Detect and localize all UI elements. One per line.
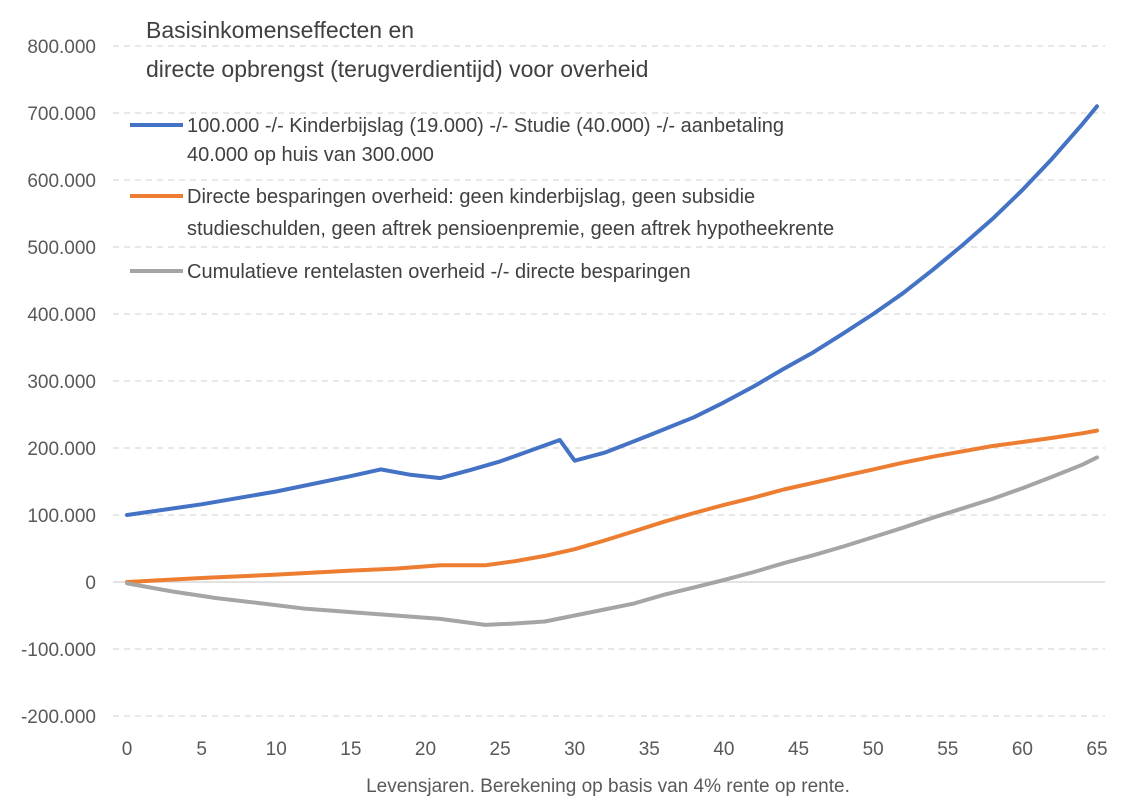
chart-title-line-2: directe opbrengst (terugverdientijd) voor overheid: [146, 56, 649, 82]
series-line-2: [127, 431, 1097, 582]
legend-label-series-2-line-1: Directe besparingen overheid: geen kinderbijslag, geen subsidie: [187, 186, 756, 208]
x-tick-label: 55: [937, 739, 959, 760]
y-tick-label: -100.000: [20, 640, 96, 661]
y-tick-label: 300.000: [27, 372, 96, 393]
y-tick-label: 800.000: [27, 37, 96, 58]
x-tick-label: 15: [340, 739, 362, 760]
x-tick-label: 45: [787, 739, 810, 760]
y-tick-label: -200.000: [20, 707, 96, 728]
chart-title-line-1: Basisinkomenseffecten en: [146, 17, 415, 43]
x-tick-label: 35: [638, 739, 660, 760]
y-axis-tick-labels: [21, 37, 96, 728]
y-tick-label: 700.000: [27, 104, 96, 125]
x-axis-tick-labels: [122, 739, 1108, 760]
legend-label-series-1-line-2: 40.000 op huis van 300.000: [187, 144, 434, 166]
y-tick-label: 500.000: [27, 238, 96, 259]
legend-label-series-1-line-1: 100.000 -/- Kinderbijslag (19.000) -/- Studie (40.000) -/- aanbetaling: [187, 115, 785, 137]
x-tick-label: 5: [196, 739, 207, 760]
y-tick-label: 0: [85, 573, 96, 594]
x-tick-label: 25: [489, 739, 511, 760]
x-tick-label: 30: [564, 739, 586, 760]
x-tick-label: 20: [414, 739, 437, 760]
x-tick-label: 60: [1011, 739, 1033, 760]
y-tick-label: 600.000: [27, 171, 96, 192]
x-tick-label: 0: [121, 739, 133, 760]
y-tick-label: 100.000: [27, 506, 96, 527]
chart-title: [146, 17, 648, 82]
legend: [130, 115, 834, 283]
x-tick-label: 50: [862, 739, 884, 760]
y-tick-label: 200.000: [27, 439, 96, 460]
series-line-3: [127, 457, 1097, 625]
x-tick-label: 40: [713, 739, 735, 760]
series-lines: [127, 106, 1097, 625]
x-axis-label: Levensjaren. Berekening op basis van 4% rente op rente.: [366, 776, 850, 797]
legend-label-series-2-line-2: studieschulden, geen aftrek pensioenpremie, geen aftrek hypotheekrente: [187, 218, 835, 240]
legend-label-series-3-line-1: Cumulatieve rentelasten overheid -/- directe besparingen: [187, 261, 691, 283]
y-tick-label: 400.000: [27, 305, 96, 326]
x-tick-label: 10: [265, 739, 287, 760]
x-tick-label: 65: [1086, 739, 1108, 760]
